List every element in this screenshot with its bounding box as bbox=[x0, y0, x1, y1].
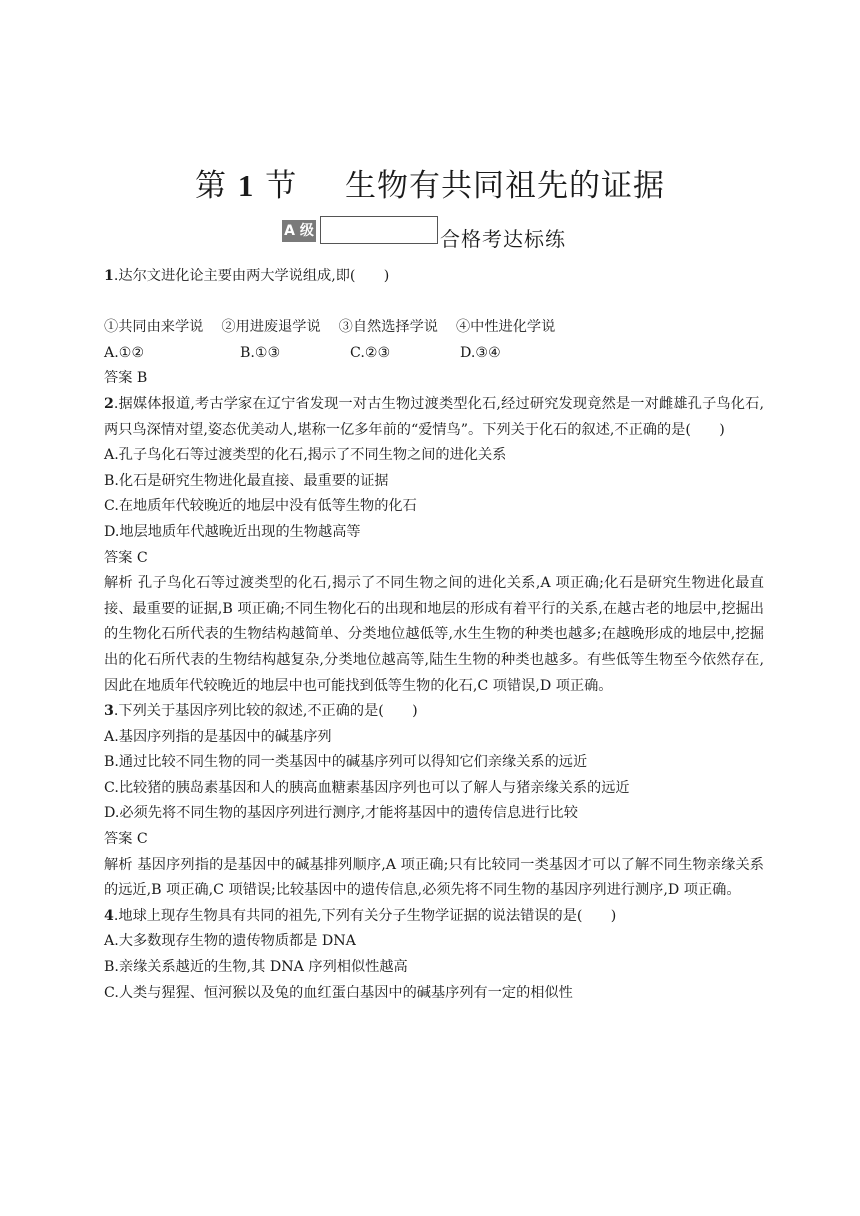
question-1-options bbox=[104, 341, 764, 367]
question-1-answer: 答案 B bbox=[104, 370, 148, 387]
question-list bbox=[104, 264, 764, 1006]
option-c: C.在地质年代较晚近的地层中没有低等生物的化石 bbox=[104, 498, 417, 515]
question-4-stem: 4.地球上现存生物具有共同的祖先,下列有关分子生物学证据的说法错误的是( ) bbox=[104, 907, 617, 924]
option-a: A.基因序列指的是基因中的碱基序列 bbox=[104, 728, 332, 745]
option-d: D.必须先将不同生物的基因序列进行测序,才能将基因中的遗传信息进行比较 bbox=[104, 805, 578, 822]
question-2-stem: 2.据媒体报道,考古学家在辽宁省发现一对古生物过渡类型化石,经过研究发现竟然是一对雌雄孔子鸟化石,两只鸟深情对望,姿态优美动人,堪称一亿多年前的“爱情鸟”。下列关于化石的叙述,不正确的是( ) bbox=[104, 395, 764, 438]
question-2-analysis: 解析 孔子鸟化石等过渡类型的化石,揭示了不同生物之间的进化关系,A 项正确;化石是研究生物进化最直接、最重要的证据,B 项正确;不同生物化石的出现和地层的形成有着平行的关系,在越古老的地层中,挖掘出的生物化石所代表的生物结构越简单、分类地位越低等,水生生物的种类也越多;在越晚形成的地层中,挖掘出的化石所代表的生物结构越复杂,分类地位越高等,陆生生物的种类也越多。有些低等生物至今依然存在,因此在地质年代较晚近的地层中也可能找到低等生物的化石,C 项错误,D 项正确。 bbox=[104, 575, 764, 694]
option-b: B.亲缘关系越近的生物,其 DNA 序列相似性越高 bbox=[104, 959, 408, 976]
choice-item: ③自然选择学说 bbox=[338, 319, 438, 336]
option-d: D.③④ bbox=[460, 344, 501, 361]
option-a: A.①② bbox=[104, 344, 145, 361]
choice-item: ④中性进化学说 bbox=[455, 319, 556, 336]
question-number: 4 bbox=[104, 907, 114, 924]
level-badge: A 级 bbox=[282, 220, 316, 242]
option-b: B.通过比较不同生物的同一类基因中的碱基序列可以得知它们亲缘关系的远近 bbox=[104, 754, 588, 771]
question-1-choices bbox=[104, 315, 764, 341]
level-label: 合格考达标练 bbox=[440, 227, 566, 251]
question-number: 1 bbox=[104, 268, 114, 284]
question-number: 2 bbox=[104, 395, 114, 412]
title-number: 1 bbox=[237, 168, 255, 203]
option-b: B.化石是研究生物进化最直接、最重要的证据 bbox=[104, 472, 389, 489]
option-c: C.②③ bbox=[350, 344, 391, 361]
level-header bbox=[282, 214, 566, 254]
option-c: C.比较猪的胰岛素基因和人的胰高血糖素基因序列也可以了解人与猪亲缘关系的远近 bbox=[104, 779, 630, 796]
option-b: B.①③ bbox=[240, 344, 281, 361]
level-blank-box bbox=[320, 216, 438, 244]
option-c: C.人类与猩猩、恒河猴以及兔的血红蛋白基因中的碱基序列有一定的相似性 bbox=[104, 984, 573, 1001]
choice-item: ②用进废退学说 bbox=[221, 319, 321, 336]
title-prefix: 第 bbox=[195, 168, 228, 204]
question-number: 3 bbox=[104, 703, 114, 720]
question-2-answer: 答案 C bbox=[104, 549, 148, 566]
question-3-answer: 答案 C bbox=[104, 831, 148, 848]
question-3-stem: 3.下列关于基因序列比较的叙述,不正确的是( ) bbox=[104, 703, 418, 720]
choice-item: ①共同由来学说 bbox=[104, 319, 204, 336]
title-suffix: 节 bbox=[265, 168, 298, 204]
question-1-stem: 1.达尔文进化论主要由两大学说组成,即( ) bbox=[104, 268, 390, 284]
option-a: A.孔子鸟化石等过渡类型的化石,揭示了不同生物之间的进化关系 bbox=[104, 447, 507, 464]
question-3-analysis: 解析 基因序列指的是基因中的碱基排列顺序,A 项正确;只有比较同一类基因才可以了解不同生物亲缘关系的远近,B 项正确,C 项错误;比较基因中的遗传信息,必须先将不同生物的基因序列进行测序,D 项正确。 bbox=[104, 856, 764, 899]
option-a: A.大多数现存生物的遗传物质都是 DNA bbox=[104, 933, 356, 950]
title-text: 生物有共同祖先的证据 bbox=[344, 168, 665, 204]
option-d: D.地层地质年代越晚近出现的生物越高等 bbox=[104, 523, 361, 540]
section-title bbox=[0, 160, 860, 205]
